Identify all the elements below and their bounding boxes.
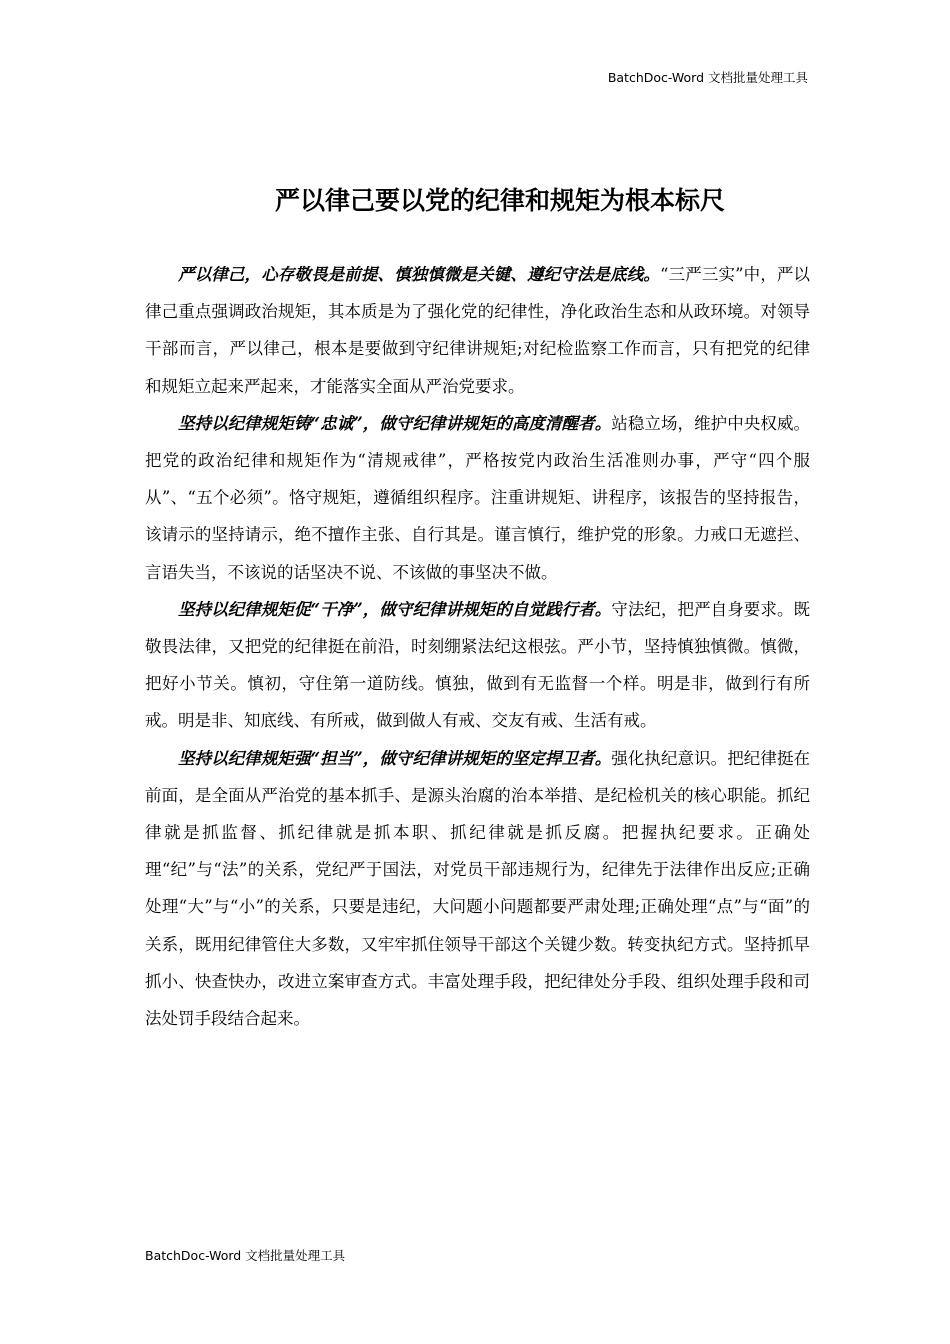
document-body — [145, 256, 810, 1037]
paragraph-lead: 坚持以纪律规矩铸“忠诚”，做守纪律讲规矩的高度清醒者。 — [178, 413, 612, 433]
paragraph-text: 站稳立场，维护中央权威。把党的政治纪律和规矩作为“清规戒律”，严格按党内政治生活准则办事，严守“四个服从”、“五个必须”。恪守规矩，遵循组织程序。注重讲规矩、讲程序，该报告的坚持报告，该请示的坚持请示，绝不擅作主张、自行其是。谨言慎行，维护党的形象。力戒口无遮拦、言语失当，不该说的话坚决不说、不该做的事坚决不做。 — [145, 413, 811, 582]
paragraph-text: 守法纪，把严自身要求。既敬畏法律，又把党的纪律挺在前沿，时刻绷紧法纪这根弦。严小节，坚持慎独慎微。慎微，把好小节关。慎初，守住第一道防线。慎独，做到有无监督一个样。明是非，做到行有所戒。明是非、知底线、有所戒，做到做人有戒、交友有戒、生活有戒。 — [145, 599, 811, 731]
page-header: BatchDoc-Word 文档批量处理工具 — [607, 70, 808, 85]
paragraph-3 — [145, 591, 810, 740]
paragraph-2 — [145, 405, 810, 591]
page-footer: BatchDoc-Word 文档批量处理工具 — [145, 1248, 346, 1263]
paragraph-4 — [145, 740, 810, 1038]
paragraph-lead: 坚持以纪律规矩促“干净”，做守纪律讲规矩的自觉践行者。 — [178, 599, 612, 619]
document-title: 严以律己要以党的纪律和规矩为根本标尺 — [274, 186, 725, 215]
paragraph-lead: 坚持以纪律规矩强“担当”，做守纪律讲规矩的坚定捍卫者。 — [178, 748, 612, 768]
paragraph-text: “三严三实”中，严以律己重点强调政治规矩，其本质是为了强化党的纪律性，净化政治生态和从政环境。对领导干部而言，严以律己，根本是要做到守纪律讲规矩;对纪检监察工作而言，只有把党的纪律和规矩立起来严起来，才能落实全面从严治党要求。 — [145, 265, 810, 396]
paragraph-1 — [145, 256, 810, 405]
paragraph-lead: 严以律己，心存敬畏是前提、慎独慎微是关键、遵纪守法是底线。 — [178, 265, 661, 284]
paragraph-text: 强化执纪意识。把纪律挺在前面，是全面从严治党的基本抓手、是源头治腐的治本举措、是纪检机关的核心职能。抓纪律就是抓监督、抓纪律就是抓本职、抓纪律就是抓反腐。把握执纪要求。正确处理“纪”与“法”的关系，党纪严于国法，对党员干部违规行为，纪律先于法律作出反应;正确处理“大”与“小”的关系，只要是违纪，大问题小问题都要严肃处理;正确处理“点”与“面”的关系，既用纪律管住大多数，又牢牢抓住领导干部这个关键少数。转变执纪方式。坚持抓早抓小、快查快办，改进立案审查方式。丰富处理手段，把纪律处分手段、组织处理手段和司法处罚手段结合起来。 — [145, 748, 811, 1029]
